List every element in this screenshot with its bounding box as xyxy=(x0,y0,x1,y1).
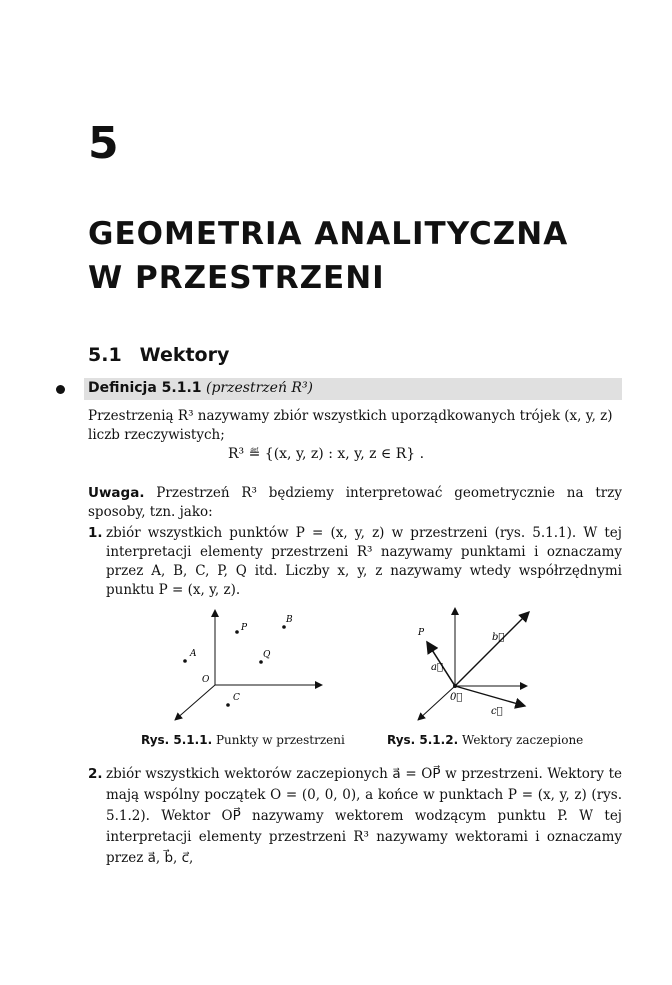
figure-label: Rys. 5.1.2. xyxy=(387,733,459,747)
vector-a-label: a⃗ xyxy=(431,662,443,673)
remark-text: Przestrzeń R³ będziemy interpretować geometrycznie na trzy sposoby, tzn. jako: xyxy=(88,485,622,520)
vector-zero-label: 0⃗ xyxy=(450,692,463,703)
point-c-label: C xyxy=(233,693,240,703)
point-q xyxy=(259,660,263,664)
definition-heading xyxy=(88,380,313,396)
vector-c xyxy=(455,686,525,706)
origin-point xyxy=(453,684,457,688)
vector-b xyxy=(455,612,529,686)
point-b xyxy=(282,625,286,629)
vector-b-label: b⃗ xyxy=(492,632,505,643)
list-item-text: zbiór wszystkich punktów P = (x, y, z) w przestrzeni (rys. 5.1.1). W tej interpretacji elementy przestrzeni R³ nazywamy punktami i oznaczamy przez A, B, C, P, Q itd. Liczby x, y, z nazywamy wtedy współrzędnymi punktu P = (x, y, z). xyxy=(106,525,622,598)
list-item-text: zbiór wszystkich wektorów zaczepionych a⃗ = OP⃗ w przestrzeni. Wektory te mają wspólny początek O = (0, 0, 0), a końce w punktach P = (x, y, z) (rys. 5.1.2). Wektor OP⃗ nazywamy wektorem wodzącym punktu P. W tej interpretacji elementy przestrzeni R³ nazywamy wektorami i oznaczamy przez a⃗, b⃗, c⃗, xyxy=(106,766,622,866)
figure-caption-5-1-2 xyxy=(387,733,583,747)
chapter-title-line-1: GEOMETRIA ANALITYCZNA xyxy=(88,216,569,252)
section-heading xyxy=(88,344,229,366)
point-p xyxy=(235,630,239,634)
definition-formula: R³ ≝ {(x, y, z) : x, y, z ∈ R} . xyxy=(228,446,425,462)
figure-points-in-space xyxy=(160,605,340,725)
point-q-label: Q xyxy=(263,650,271,660)
point-a xyxy=(183,659,187,663)
figure-caption-text: Wektory zaczepione xyxy=(461,733,584,747)
point-p-label: P xyxy=(418,628,425,638)
x-axis xyxy=(175,685,215,720)
point-c xyxy=(226,703,230,707)
list-item xyxy=(88,764,622,869)
list-item xyxy=(88,524,622,600)
definition-label: Definicja 5.1.1 xyxy=(88,380,202,396)
remark-label: Uwaga. xyxy=(88,485,145,501)
point-p-label: P xyxy=(241,623,248,633)
definition-text: Przestrzenią R³ nazywamy zbiór wszystkich uporządkowanych trójek (x, y, z) liczb rzeczywistych; xyxy=(88,408,613,443)
remark xyxy=(88,484,622,522)
section-number: 5.1 xyxy=(88,344,122,366)
vector-c-label: c⃗ xyxy=(491,706,503,717)
chapter-number: 5 xyxy=(88,118,119,169)
figure-caption-5-1-1 xyxy=(141,733,345,747)
chapter-title xyxy=(88,212,568,300)
section-title: Wektory xyxy=(139,344,230,366)
figure-attached-vectors xyxy=(405,602,540,727)
definition-name: (przestrzeń R³) xyxy=(206,380,314,396)
point-a-label: A xyxy=(190,649,197,659)
figure-label: Rys. 5.1.1. xyxy=(141,733,213,747)
list-item-number: 1. xyxy=(88,525,103,541)
point-o-label: O xyxy=(202,675,210,685)
chapter-title-line-2: W PRZESTRZENI xyxy=(88,260,385,296)
list-item-number: 2. xyxy=(88,766,103,782)
point-b-label: B xyxy=(286,615,293,625)
figure-caption-text: Punkty w przestrzeni xyxy=(215,733,345,747)
bullet-icon xyxy=(56,385,65,394)
